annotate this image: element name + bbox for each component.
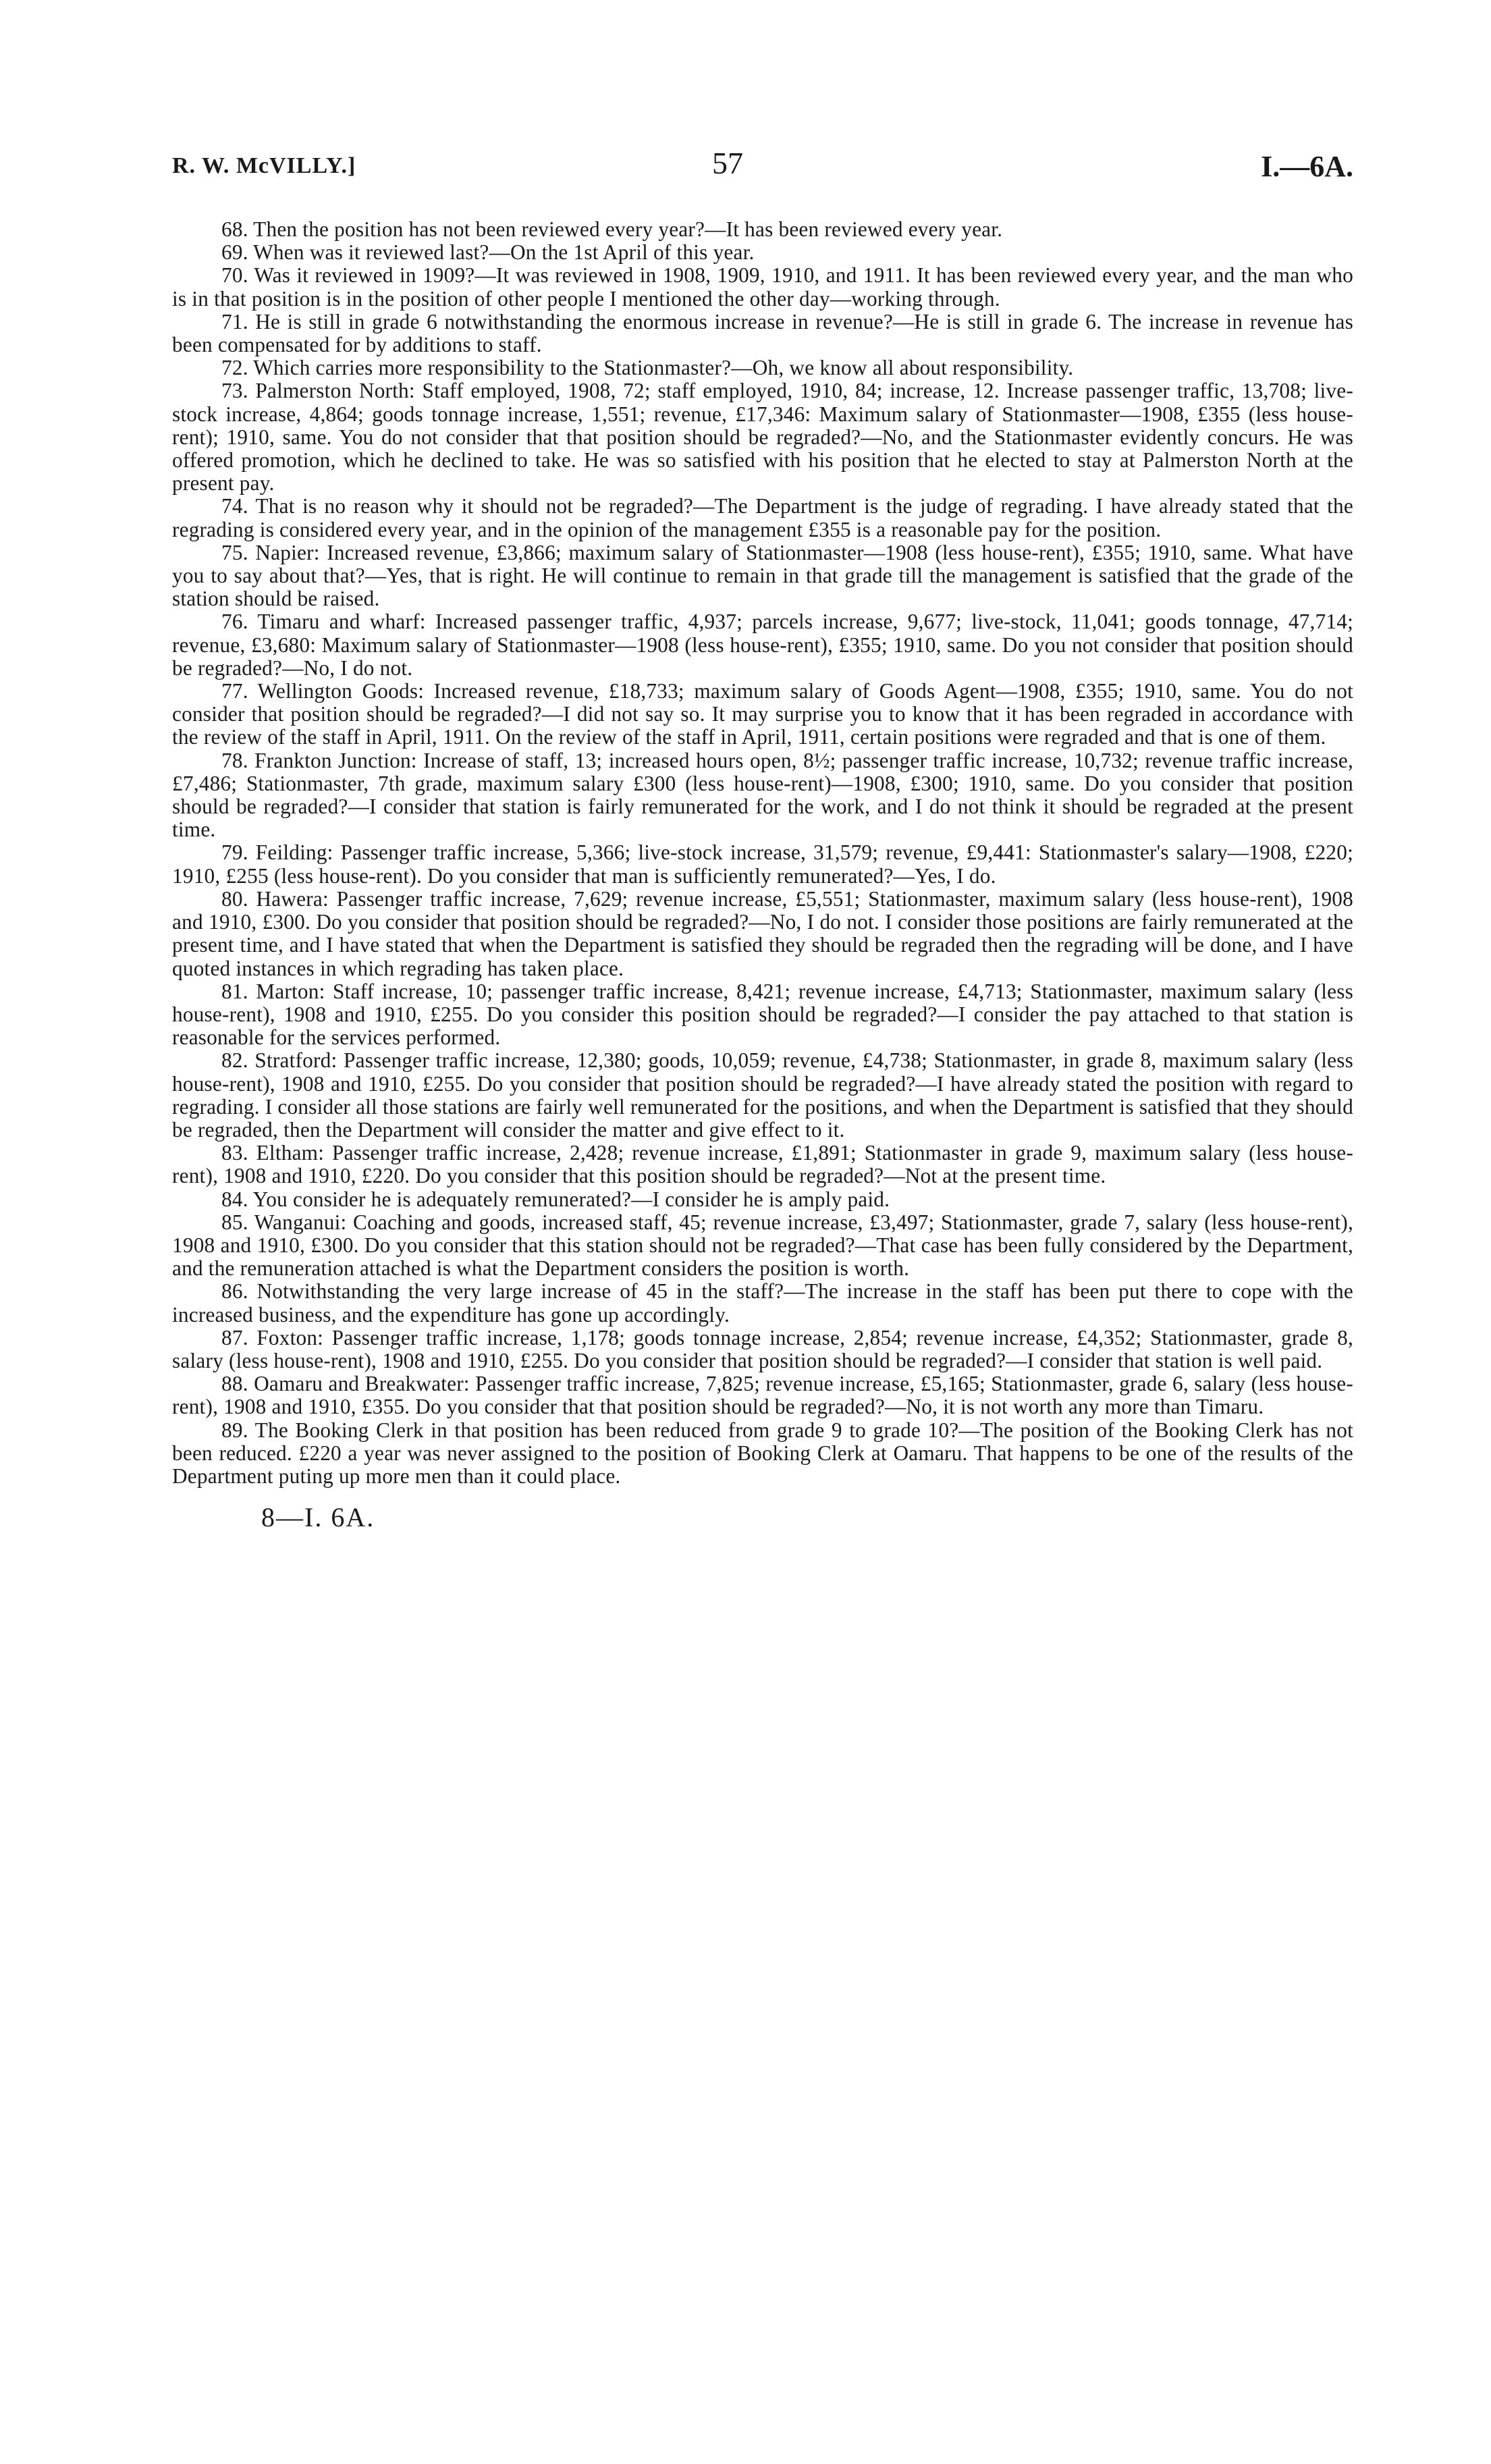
paragraph-75: 75. Napier: Increased revenue, £3,866; maximum salary of Stationmaster—1908 (less house-rent), £355; 1910, same. What have you to say about that?—Yes, that is right. He will continue to remain in that grade till the management is satisfied that the grade of the station should be raised.	[172, 540, 1353, 611]
paragraph-89: 89. The Booking Clerk in that position has been reduced from grade 9 to grade 10?—The position of the Booking Clerk has not been reduced. £220 a year was never assigned to the position of Booking Clerk at Oamaru. That happens to be one of the results of the Department puting up more men than it could place.	[172, 1418, 1353, 1488]
paragraph-84: 84. You consider he is adequately remunerated?—I consider he is amply paid.	[221, 1187, 890, 1211]
paragraph-73: 73. Palmerston North: Staff employed, 1908, 72; staff employed, 1910, 84; increase, 12. Increase passenger traffic, 13,708; live-stock increase, 4,864; goods tonnage increase, 1,551; revenue, £17,346: Maximum salary of Stationmaster—1908, £355 (less house-rent); 1910, same. You do not consider that that position should be regraded?—No, and the Stationmaster evidently concurs. He was offered promotion, which he declined to take. He was so satisfied with his position that he elected to stay at Palmerston North at the present pay.	[172, 379, 1353, 496]
witness-name: R. W. McVILLY.]	[172, 153, 356, 178]
paragraph-74: 74. That is no reason why it should not be regraded?—The Department is the judge of regrading. I have already stated that the regrading is considered every year, and in the opinion of the management £355 is a reasonable pay for the position.	[172, 494, 1353, 541]
paragraph-79: 79. Feilding: Passenger traffic increase, 5,366; live-stock increase, 31,579; revenue, £9,441: Stationmaster's salary—1908, £220; 1910, £255 (less house-rent). Do you consider that man is sufficiently remunerated?—Yes, I do.	[172, 840, 1353, 888]
paragraph-78: 78. Frankton Junction: Increase of staff, 13; increased hours open, 8½; passenger traffic increase, 10,732; revenue traffic increase, £7,486; Stationmaster, 7th grade, maximum salary £300 (less house-rent)—1908, £300; 1910, same. Do you consider that position should be regraded?—I consider that station is fairly remunerated for the work, and I do not think it should be regraded at the present time.	[172, 748, 1353, 842]
paragraph-86: 86. Notwithstanding the very large increase of 45 in the staff?—The increase in the staff has been put there to cope with the increased business, and the expenditure has gone up accordingly.	[172, 1279, 1353, 1327]
paragraph-85: 85. Wanganui: Coaching and goods, increased staff, 45; revenue increase, £3,497; Stationmaster, grade 7, salary (less house-rent), 1908 and 1910, £300. Do you consider that this station should not be regraded?—That case has been fully considered by the Department, and the remuneration attached is what the Department considers the position is worth.	[172, 1210, 1353, 1281]
paragraph-68: 68. Then the position has not been reviewed every year?—It has been reviewed every year.	[221, 217, 1003, 241]
paragraph-81: 81. Marton: Staff increase, 10; passenger traffic increase, 8,421; revenue increase, £4,713; Stationmaster, maximum salary (less house-rent), 1908 and 1910, £255. Do you consider this position should be regraded?—I consider the pay attached to that station is reasonable for the services performed.	[172, 979, 1353, 1050]
paragraph-71: 71. He is still in grade 6 notwithstanding the enormous increase in revenue?—He is still in grade 6. The increase in revenue has been compensated for by additions to staff.	[172, 309, 1353, 357]
page-number: 57	[712, 146, 743, 180]
paragraph-80: 80. Hawera: Passenger traffic increase, 7,629; revenue increase, £5,551; Stationmaster, maximum salary (less house-rent), 1908 and 1910, £300. Do you consider that position should be regraded?—No, I do not. I consider those positions are fairly remunerated at the present time, and I have stated that when the Department is satisfied they should be regraded then the regrading will be done, and I have quoted instances in which regrading has taken place.	[172, 886, 1353, 980]
paper-reference: I.—6A.	[1261, 150, 1353, 183]
evidence-body	[172, 218, 1353, 1488]
paragraph-82: 82. Stratford: Passenger traffic increase, 12,380; goods, 10,059; revenue, £4,738; Stationmaster, in grade 8, maximum salary (less house-rent), 1908 and 1910, £255. Do you consider that position should be regraded?—I have already stated the position with regard to regrading. I consider all those stations are fairly well remunerated for the positions, and when the Department is satisfied that they should be regraded, then the Department will consider the matter and give effect to it.	[172, 1048, 1353, 1142]
paragraph-88: 88. Oamaru and Breakwater: Passenger traffic increase, 7,825; revenue increase, £5,165; Stationmaster, grade 6, salary (less house-rent), 1908 and 1910, £355. Do you consider that that position should be regraded?—No, it is not worth any more than Timaru.	[172, 1372, 1353, 1419]
paragraph-76: 76. Timaru and wharf: Increased passenger traffic, 4,937; parcels increase, 9,677; live-stock, 11,041; goods tonnage, 47,714; revenue, £3,680: Maximum salary of Stationmaster—1908 (less house-rent), £355; 1910, same. Do you not consider that position should be regraded?—No, I do not.	[172, 610, 1353, 680]
signature-mark: 8—I. 6A.	[261, 1502, 375, 1533]
paragraph-70: 70. Was it reviewed in 1909?—It was reviewed in 1908, 1909, 1910, and 1911. It has been reviewed every year, and the man who is in that position is in the position of other people I mentioned the other day—working through.	[172, 263, 1353, 311]
document-page	[172, 145, 1353, 1533]
paragraph-69: 69. When was it reviewed last?—On the 1st April of this year.	[221, 240, 755, 265]
paragraph-77: 77. Wellington Goods: Increased revenue, £18,733; maximum salary of Goods Agent—1908, £355; 1910, same. You do not consider that position should be regraded?—I did not say so. It may surprise you to know that it has been regraded in accordance with the review of the staff in April, 1911. On the review of the staff in April, 1911, certain positions were regraded and that is one of them.	[172, 679, 1353, 749]
running-head	[172, 145, 1353, 192]
paragraph-87: 87. Foxton: Passenger traffic increase, 1,178; goods tonnage increase, 2,854; revenue increase, £4,352; Stationmaster, grade 8, salary (less house-rent), 1908 and 1910, £255. Do you consider that position should be regraded?—I consider that station is well paid.	[172, 1325, 1353, 1372]
paragraph-83: 83. Eltham: Passenger traffic increase, 2,428; revenue increase, £1,891; Stationmaster in grade 9, maximum salary (less house-rent), 1908 and 1910, £220. Do you consider that this position should be regraded?—Not at the present time.	[172, 1141, 1353, 1188]
paragraph-72: 72. Which carries more responsibility to the Stationmaster?—Oh, we know all about responsibility.	[221, 356, 1074, 380]
